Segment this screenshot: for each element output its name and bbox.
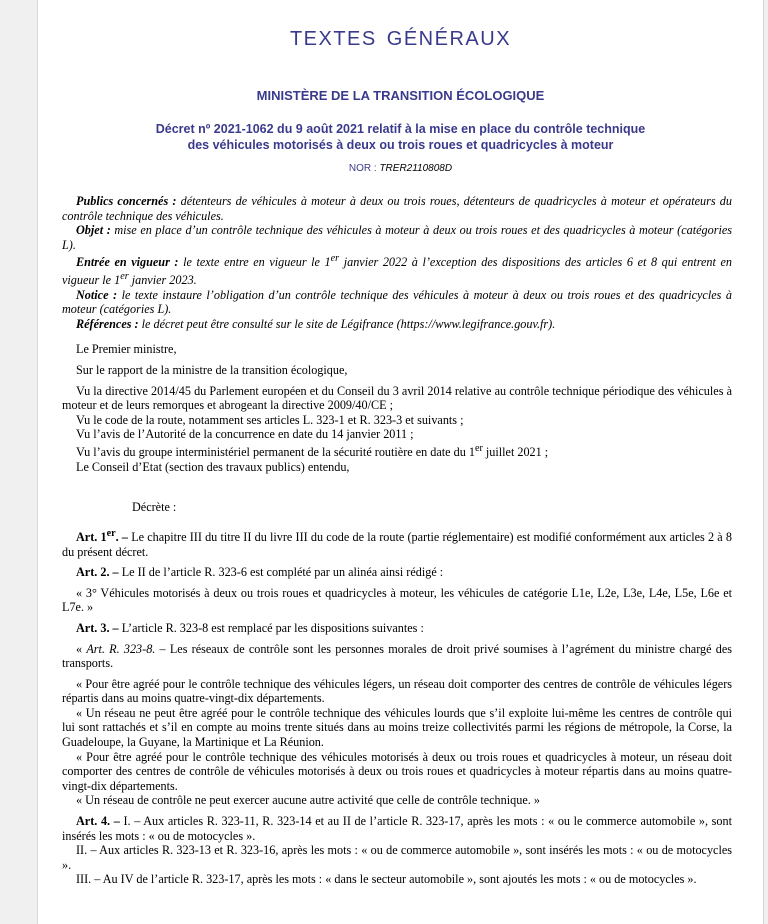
article-4-label: Art. 4. – — [76, 814, 120, 829]
notice-text: le texte instaure l’obligation d’un contrôle technique des véhicules à moteur à deux ou trois roues et des quadricycles à moteur (catégories L). — [62, 287, 732, 317]
notice-label: Notice : — [76, 287, 118, 302]
entree-text-c: janvier 2023. — [128, 273, 197, 288]
nor-reference — [38, 163, 763, 174]
decree-title-line-1: Décret nº 2021-1062 du 9 août 2021 relatif à la mise en place du contrôle technique — [155, 122, 646, 136]
summary-notice — [62, 288, 732, 317]
decree-title-line-2: des véhicules motorisés à deux ou trois roues et quadricycles à moteur — [187, 137, 614, 152]
article-3-quote-4: « Pour être agréé pour le contrôle technique des véhicules motorisés à deux ou trois roues et quadricycles à moteur, un réseau doit comporter des centres de contrôle de véhicules motorisés à deux ou trois roues et quadricycles à moteur répartis dans au moins quatre-vingt-dix départements. — [62, 749, 732, 793]
preamble-vu-groupe-sup: er — [474, 443, 483, 455]
article-1-label-text: Art. 1 — [76, 529, 107, 544]
article-3 — [62, 621, 732, 636]
preamble-vu-code: Vu le code de la route, notamment ses articles L. 323-1 et R. 323-3 et suivants ; — [76, 412, 464, 427]
preamble-vu-groupe — [62, 442, 732, 460]
ministry-heading: MINISTÈRE DE LA TRANSITION ÉCOLOGIQUE — [256, 88, 545, 103]
preamble-rapport: Sur le rapport de la ministre de la transition écologique, — [76, 363, 348, 378]
article-2-text: Le II de l’article R. 323-6 est complété par un alinéa ainsi rédigé : — [118, 565, 444, 580]
article-3-text: L’article R. 323-8 est remplacé par les dispositions suivantes : — [118, 620, 424, 635]
article-4-iii: III. – Au IV de l’article R. 323-17, après les mots : « dans le secteur automobile », sont ajoutés les mots : « ou de motocycles ». — [76, 872, 697, 887]
article-4-text: I. – Aux articles R. 323-11, R. 323-14 et au II de l’article R. 323-17, après les mots : « ou le commerce automobile », sont insérés les mots : « ou de motocycles ». — [62, 814, 732, 843]
article-1-label-dash: . – — [115, 529, 128, 544]
article-3-quote-2: « Pour être agréé pour le contrôle technique des véhicules légers, un réseau doit comporter des centres de contrôle de véhicules légers répartis dans au moins quatre-vingt-dix départements. — [62, 676, 732, 706]
document-body — [62, 194, 732, 887]
decrete-heading: Décrète : — [132, 500, 177, 515]
references-label: Références : — [76, 316, 139, 331]
preamble-vu-groupe-b: juillet 2021 ; — [482, 445, 549, 460]
article-2-label: Art. 2. – — [76, 565, 119, 580]
objet-label: Objet : — [76, 223, 111, 238]
publics-label: Publics concernés : — [76, 194, 177, 208]
article-3-quote-ref: Art. R. 323-8. — [86, 641, 156, 656]
nor-label: NOR : — [348, 163, 377, 174]
section-title: TEXTES GÉNÉRAUX — [289, 28, 512, 50]
article-3-quote-open: « — [76, 641, 87, 656]
article-3-quote-5: « Un réseau de contrôle ne peut exercer aucune autre activité que celle de contrôle technique. » — [76, 793, 540, 808]
summary-references — [62, 317, 732, 332]
article-3-quote-1 — [62, 642, 732, 671]
article-4 — [62, 814, 732, 843]
preamble-premier-ministre: Le Premier ministre, — [76, 342, 177, 357]
article-2 — [62, 565, 732, 580]
article-3-quote-1-text: – Les réseaux de contrôle sont les personnes morales de droit privé soumises à l’agrément du ministre chargé des transports. — [62, 641, 733, 671]
document-page — [37, 0, 764, 924]
preamble-vu-groupe-a: Vu l’avis du groupe interministériel permanent de la sécurité routière en date du 1 — [76, 445, 475, 460]
article-3-quote-3: « Un réseau ne peut être agréé pour le contrôle technique des véhicules lourds que s’il exploite lui-même les centres de contrôle qui lui sont rattachés et s’il en compte au moins trente situés dans au moins treize collectivités parmi les régions de métropole, la Corse, la Guadeloupe, la Guyane, la Martinique et La Réunion. — [62, 705, 732, 750]
entree-label: Entrée en vigueur : — [76, 255, 179, 270]
publics-text: détenteurs de véhicules à moteur à deux ou trois roues, détenteurs de quadricycles à moteur et opérateurs du contrôle technique des véhicules. — [62, 194, 732, 223]
article-4-ii: II. – Aux articles R. 323-13 et R. 323-16, après les mots : « ou de commerce automobile », sont insérés les mots : « ou de motocycles ». — [62, 843, 732, 872]
article-1-label-sup: er — [106, 527, 116, 539]
article-3-label: Art. 3. – — [76, 620, 119, 635]
article-1-text: Le chapitre III du titre II du livre III du code de la route (partie réglementaire) est modifié conformément aux articles 2 à 8 du présent décret. — [62, 529, 732, 559]
preamble-conseil-etat: Le Conseil d’Etat (section des travaux publics) entendu, — [76, 459, 350, 474]
references-text: le décret peut être consulté sur le site de Légifrance (https://www.legifrance.gouv.fr). — [138, 316, 556, 331]
summary-objet — [62, 223, 732, 252]
article-1 — [62, 527, 732, 559]
nor-code: TRER2110808D — [379, 163, 453, 174]
objet-text: mise en place d’un contrôle technique des véhicules à moteur à deux ou trois roues et des quadricycles à moteur (catégories L). — [62, 223, 732, 252]
summary-entree — [62, 252, 732, 287]
preamble-vu-directive: Vu la directive 2014/45 du Parlement européen et du Conseil du 3 avril 2014 relative au contrôle technique périodique des véhicules à moteur et de leurs remorques et abrogeant la directive 2009/40/CE ; — [62, 383, 732, 413]
entree-text-a: le texte entre en vigueur le 1 — [178, 255, 331, 270]
entree-sup-b: er — [120, 271, 129, 283]
article-2-quote: « 3° Véhicules motorisés à deux ou trois roues et quadricycles à moteur, les véhicules de catégorie L1e, L2e, L3e, L4e, L5e, L6e et L7e. » — [62, 585, 732, 615]
entree-text-b: janvier 2022 à l’exception des dispositions des articles 6 et 8 qui entrent en vigueur le 1 — [62, 255, 732, 288]
entree-sup-a: er — [330, 253, 340, 265]
summary-publics — [62, 194, 732, 223]
preamble-vu-autorite: Vu l’avis de l’Autorité de la concurrence en date du 14 janvier 2011 ; — [76, 427, 414, 442]
decree-title — [38, 122, 763, 153]
article-1-label — [76, 527, 128, 544]
